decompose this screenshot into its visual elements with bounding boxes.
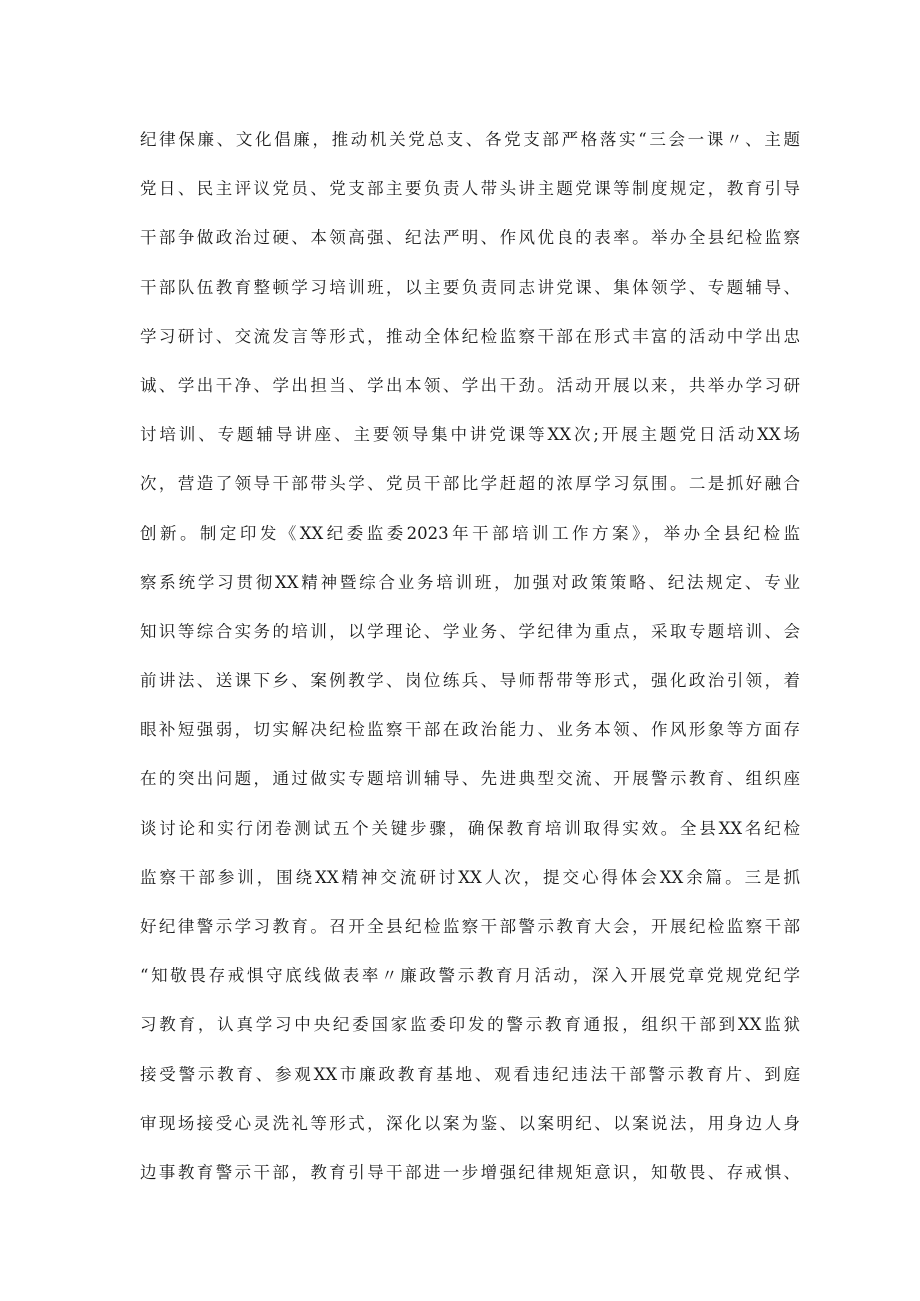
text-line: 接受警示教育、参观XX市廉政教育基地、观看违纪违法干部警示教育片、到庭 bbox=[140, 1064, 800, 1084]
text-line: 学习研讨、交流发言等形式，推动全体纪检监察干部在形式丰富的活动中学出忠 bbox=[140, 326, 800, 346]
text-line: 习教育，认真学习中央纪委国家监委印发的警示教育通报，组织干部到XX监狱 bbox=[140, 1015, 800, 1035]
text-line: 监察干部参训，围绕XX精神交流研讨XX人次，提交心得体会XX余篇。三是抓 bbox=[140, 867, 800, 887]
text-line: 党日、民主评议党员、党支部主要负责人带头讲主题党课等制度规定，教育引导 bbox=[140, 179, 800, 199]
document-body bbox=[140, 115, 800, 1197]
text-line: 干部队伍教育整顿学习培训班，以主要负责同志讲党课、集体领学、专题辅导、 bbox=[140, 277, 800, 297]
text-line: 在的突出问题，通过做实专题培训辅导、先进典型交流、开展警示教育、组织座 bbox=[140, 769, 800, 789]
text-line: 谈讨论和实行闭卷测试五个关键步骤，确保教育培训取得实效。全县XX名纪检 bbox=[140, 818, 800, 838]
text-line: 前讲法、送课下乡、案例教学、岗位练兵、导师帮带等形式，强化政治引领，着 bbox=[140, 671, 800, 691]
text-line: 察系统学习贯彻XX精神暨综合业务培训班，加强对政策策略、纪法规定、专业 bbox=[140, 572, 800, 592]
text-line: 眼补短强弱，切实解决纪检监察干部在政治能力、业务本领、作风形象等方面存 bbox=[140, 720, 800, 740]
text-line: 次，营造了领导干部带头学、党员干部比学赶超的浓厚学习氛围。二是抓好融合 bbox=[140, 474, 800, 494]
text-line: 讨培训、专题辅导讲座、主要领导集中讲党课等XX次;开展主题党日活动XX场 bbox=[140, 425, 800, 445]
text-line: 好纪律警示学习教育。召开全县纪检监察干部警示教育大会，开展纪检监察干部 bbox=[140, 917, 800, 936]
text-line: 知识等综合实务的培训，以学理论、学业务、学纪律为重点，采取专题培训、会 bbox=[140, 621, 800, 641]
text-line: 边事教育警示干部，教育引导干部进一步增强纪律规矩意识，知敬畏、存戒惧、 bbox=[140, 1162, 800, 1182]
text-line: 创新。制定印发《XX纪委监委2023年干部培训工作方案》，举办全县纪检监 bbox=[140, 523, 800, 543]
text-line: “知敬畏存戒惧守底线做表率〃廉政警示教育月活动，深入开展党章党规党纪学 bbox=[140, 966, 800, 986]
text-line: 诚、学出干净、学出担当、学出本领、学出干劲。活动开展以来，共举办学习研 bbox=[140, 375, 800, 395]
text-line: 纪律保廉、文化倡廉，推动机关党总支、各党支部严格落实“三会一课〃、主题 bbox=[140, 130, 800, 149]
text-line: 审现场接受心灵洗礼等形式，深化以案为鉴、以案明纪、以案说法，用身边人身 bbox=[140, 1113, 800, 1133]
text-line: 干部争做政治过硬、本领高强、纪法严明、作风优良的表率。举办全县纪检监察 bbox=[140, 228, 800, 248]
